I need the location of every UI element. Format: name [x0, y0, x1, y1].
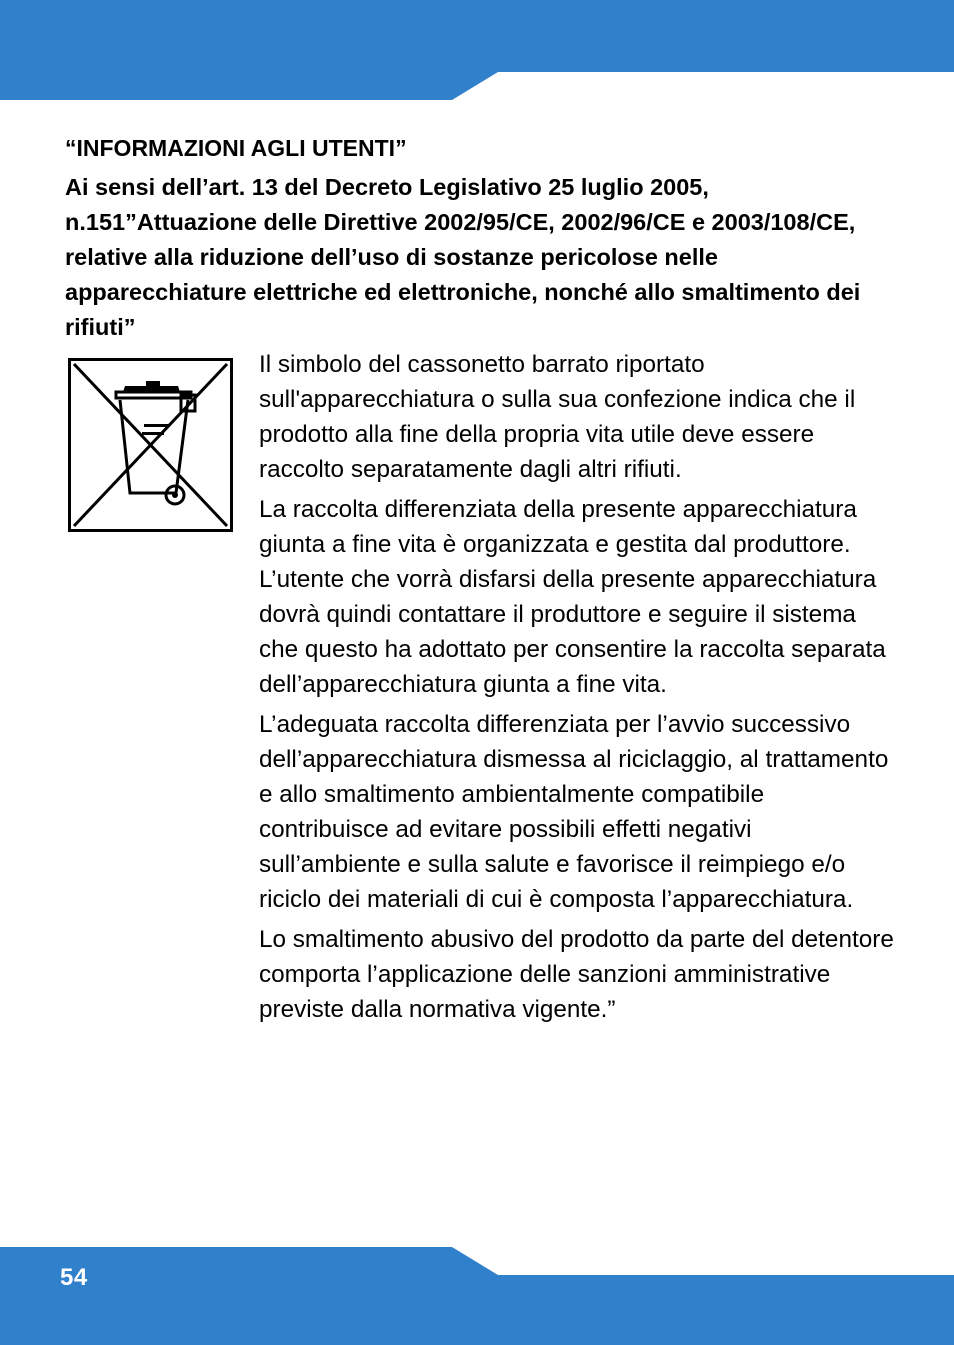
page-number: 54 [60, 1264, 88, 1291]
paragraph-recycling: L’adeguata raccolta differenziata per l’avvio successivo dell’apparecchiatura dismessa al riciclaggio, al trattamento e allo smaltimento ambientalmente compatibile contribuisce ad evitare possibili effetti negativi sull’ambiente e sulla salute e favorisce il reimpiego e/o riciclo dei materiali di cui è composta l’apparecchiatura. [259, 711, 889, 913]
footer-band [0, 1247, 954, 1345]
crossed-out-wheelie-bin-icon [68, 358, 233, 532]
paragraph-collection: La raccolta differenziata della presente apparecchiatura giunta a fine vita è organizzata e gestita dal produttore. L’utente che vorrà disfarsi della presente apparecchiatura dovrà quindi contattare il produttore e seguire il sistema che questo ha adottato per consentire la raccolta separata dell’apparecchiatura giunta a fine vita. [259, 496, 886, 698]
page-title: “INFORMAZIONI AGLI UTENTI” [65, 135, 407, 161]
body-text [259, 347, 899, 1032]
page-subtitle: Ai sensi dell’art. 13 del Decreto Legislativo 25 luglio 2005, n.151”Attuazione delle Direttive 2002/95/CE, 2002/96/CE e 2003/108/CE, relative alla riduzione dell’uso di sostanze pericolose nelle apparecchiature elettriche ed elettroniche, nonché allo smaltimento dei rifiuti” [65, 174, 861, 340]
paragraph-sanctions: Lo smaltimento abusivo del prodotto da parte del detentore comporta l’applicazione delle sanzioni amministrative previste dalla normativa vigente.” [259, 926, 894, 1023]
paragraph-symbol: Il simbolo del cassonetto barrato riportato sull'apparecchiatura o sulla sua confezione indica che il prodotto alla fine della propria vita utile deve essere raccolto separatamente dagli altri rifiuti. [259, 351, 856, 483]
header-band [0, 0, 954, 100]
